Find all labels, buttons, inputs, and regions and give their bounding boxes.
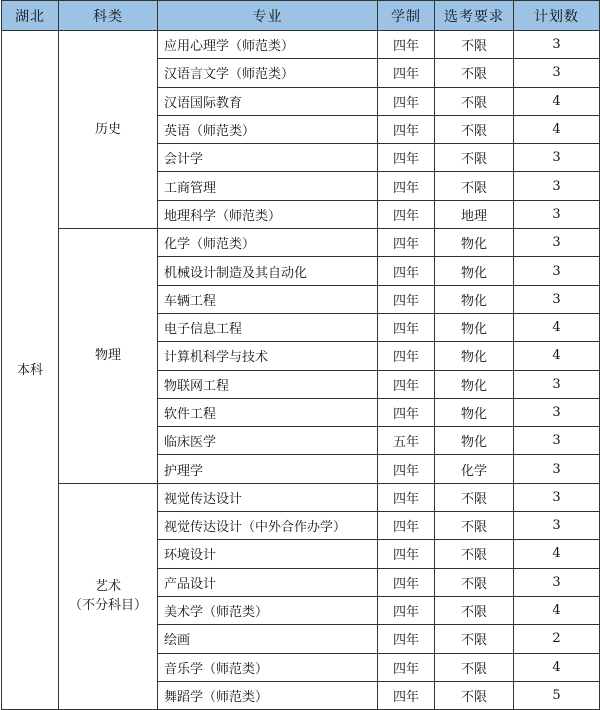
duration-cell: 五年 (378, 427, 435, 455)
plan-count-cell: 3 (514, 59, 600, 87)
enrollment-plan-table (1, 0, 600, 710)
requirement-cell: 物化 (435, 370, 514, 398)
major-cell: 视觉传达设计 (158, 483, 378, 511)
major-cell: 护理学 (158, 455, 378, 483)
requirement-cell: 不限 (435, 172, 514, 200)
major-cell: 应用心理学（师范类） (158, 31, 378, 59)
subject-category-label: （不分科目） (68, 598, 147, 614)
duration-cell: 四年 (378, 370, 435, 398)
table-body (2, 31, 600, 710)
header-subject-category: 科类 (59, 1, 158, 31)
major-cell: 汉语言文学（师范类） (158, 59, 378, 87)
major-cell: 地理科学（师范类） (158, 200, 378, 228)
subject-category-cell (59, 229, 158, 484)
requirement-cell: 化学 (435, 455, 514, 483)
major-cell: 临床医学 (158, 427, 378, 455)
plan-count-cell: 3 (514, 455, 600, 483)
duration-cell: 四年 (378, 398, 435, 426)
requirement-cell: 不限 (435, 540, 514, 568)
header-major: 专业 (158, 1, 378, 31)
requirement-cell: 物化 (435, 427, 514, 455)
requirement-cell: 不限 (435, 87, 514, 115)
plan-count-cell: 3 (514, 172, 600, 200)
major-cell: 环境设计 (158, 540, 378, 568)
requirement-cell: 不限 (435, 681, 514, 709)
header-duration: 学制 (378, 1, 435, 31)
major-cell: 车辆工程 (158, 285, 378, 313)
plan-count-cell: 4 (514, 87, 600, 115)
plan-count-cell: 5 (514, 681, 600, 709)
plan-count-cell: 3 (514, 398, 600, 426)
requirement-cell: 不限 (435, 31, 514, 59)
table-row (2, 483, 600, 511)
duration-cell: 四年 (378, 342, 435, 370)
duration-cell: 四年 (378, 540, 435, 568)
duration-cell: 四年 (378, 512, 435, 540)
plan-count-cell: 3 (514, 568, 600, 596)
major-cell: 英语（师范类） (158, 115, 378, 143)
plan-count-cell: 4 (514, 596, 600, 624)
table-row (2, 31, 600, 59)
duration-cell: 四年 (378, 285, 435, 313)
requirement-cell: 地理 (435, 200, 514, 228)
duration-cell: 四年 (378, 313, 435, 341)
plan-count-cell: 3 (514, 512, 600, 540)
requirement-cell: 物化 (435, 342, 514, 370)
header-plan-count: 计划数 (514, 1, 600, 31)
duration-cell: 四年 (378, 681, 435, 709)
major-cell: 工商管理 (158, 172, 378, 200)
duration-cell: 四年 (378, 596, 435, 624)
duration-cell: 四年 (378, 31, 435, 59)
requirement-cell: 不限 (435, 59, 514, 87)
plan-count-cell: 4 (514, 540, 600, 568)
duration-cell: 四年 (378, 200, 435, 228)
plan-count-cell: 3 (514, 200, 600, 228)
major-cell: 软件工程 (158, 398, 378, 426)
subject-category-label: 艺术 (94, 579, 121, 595)
duration-cell: 四年 (378, 653, 435, 681)
subject-category-cell (59, 483, 158, 709)
plan-count-cell: 4 (514, 653, 600, 681)
duration-cell: 四年 (378, 257, 435, 285)
major-cell: 机械设计制造及其自动化 (158, 257, 378, 285)
duration-cell: 四年 (378, 455, 435, 483)
plan-count-cell: 3 (514, 370, 600, 398)
requirement-cell: 不限 (435, 596, 514, 624)
plan-count-cell: 4 (514, 342, 600, 370)
major-cell: 汉语国际教育 (158, 87, 378, 115)
duration-cell: 四年 (378, 115, 435, 143)
major-cell: 电子信息工程 (158, 313, 378, 341)
requirement-cell: 物化 (435, 313, 514, 341)
header-province: 湖北 (2, 1, 59, 31)
duration-cell: 四年 (378, 568, 435, 596)
requirement-cell: 不限 (435, 483, 514, 511)
requirement-cell: 不限 (435, 144, 514, 172)
major-cell: 绘画 (158, 625, 378, 653)
plan-count-cell: 3 (514, 285, 600, 313)
subject-category-label: 历史 (94, 122, 121, 138)
duration-cell: 四年 (378, 172, 435, 200)
duration-cell: 四年 (378, 144, 435, 172)
subject-category-cell (59, 31, 158, 229)
requirement-cell: 不限 (435, 653, 514, 681)
duration-cell: 四年 (378, 229, 435, 257)
plan-count-cell: 3 (514, 229, 600, 257)
plan-count-cell: 3 (514, 483, 600, 511)
plan-count-cell: 3 (514, 144, 600, 172)
requirement-cell: 物化 (435, 257, 514, 285)
table-row (2, 229, 600, 257)
major-cell: 会计学 (158, 144, 378, 172)
requirement-cell: 不限 (435, 568, 514, 596)
major-cell: 化学（师范类） (158, 229, 378, 257)
requirement-cell: 物化 (435, 285, 514, 313)
major-cell: 产品设计 (158, 568, 378, 596)
education-level-cell: 本科 (2, 31, 59, 710)
major-cell: 音乐学（师范类） (158, 653, 378, 681)
requirement-cell: 不限 (435, 625, 514, 653)
requirement-cell: 物化 (435, 229, 514, 257)
plan-count-cell: 2 (514, 625, 600, 653)
major-cell: 计算机科学与技术 (158, 342, 378, 370)
header-requirement: 选考要求 (435, 1, 514, 31)
duration-cell: 四年 (378, 625, 435, 653)
major-cell: 美术学（师范类） (158, 596, 378, 624)
plan-count-cell: 4 (514, 115, 600, 143)
requirement-cell: 不限 (435, 115, 514, 143)
major-cell: 物联网工程 (158, 370, 378, 398)
plan-count-cell: 3 (514, 257, 600, 285)
requirement-cell: 不限 (435, 512, 514, 540)
subject-category-label: 物理 (94, 348, 121, 364)
duration-cell: 四年 (378, 59, 435, 87)
major-cell: 舞蹈学（师范类） (158, 681, 378, 709)
plan-count-cell: 3 (514, 31, 600, 59)
requirement-cell: 物化 (435, 398, 514, 426)
major-cell: 视觉传达设计（中外合作办学） (158, 512, 378, 540)
duration-cell: 四年 (378, 87, 435, 115)
plan-count-cell: 4 (514, 313, 600, 341)
plan-count-cell: 3 (514, 427, 600, 455)
header-row (2, 1, 600, 31)
duration-cell: 四年 (378, 483, 435, 511)
